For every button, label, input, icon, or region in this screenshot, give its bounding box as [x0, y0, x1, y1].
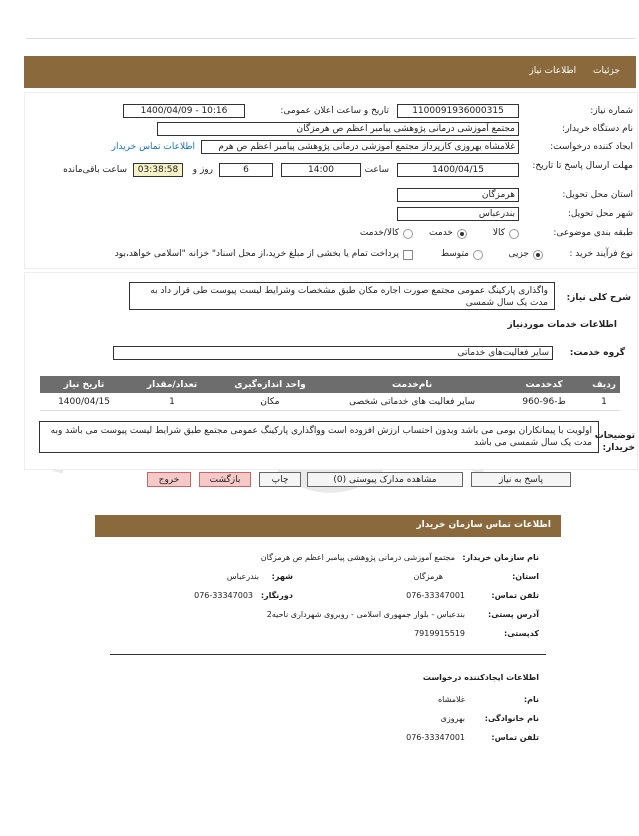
- cell-row: 1: [588, 393, 620, 411]
- category-option-goods: کالا: [492, 228, 505, 238]
- creator-phone-label: تلفن تماس:: [491, 733, 539, 742]
- cell-quantity: 1: [128, 393, 216, 411]
- tab-need-info[interactable]: اطلاعات نیاز: [529, 66, 577, 76]
- col-unit: واحد اندازه‌گیری: [216, 376, 324, 393]
- creator-first-name: غلامشاه: [437, 695, 465, 704]
- deadline-label: مهلت ارسال پاسخ تا تاریخ:: [532, 161, 633, 171]
- col-service-name: نام‌خدمت: [324, 376, 500, 393]
- service-group-field: سایر فعالیت‌های خدماتی: [113, 346, 553, 360]
- treasury-checkbox[interactable]: [403, 250, 413, 260]
- cell-service-name: سایر فعالیت های خدماتی شخصی: [324, 393, 500, 411]
- days-label: روز و: [192, 165, 213, 175]
- buyer-label: نام دستگاه خریدار:: [562, 124, 633, 134]
- table-header-row: [40, 376, 620, 393]
- summary-label: شرح کلی نیاز:: [566, 293, 631, 303]
- service-group-label: گروه خدمت:: [569, 348, 625, 358]
- cell-need-date: 1400/04/15: [40, 393, 128, 411]
- col-service-code: کدخدمت: [500, 376, 588, 393]
- col-need-date: تاریخ نیاز: [40, 376, 128, 393]
- purchase-type-label: نوع فرآیند خرید :: [569, 249, 633, 259]
- contact-divider: [110, 654, 546, 655]
- creator-last-name-label: نام خانوادگی:: [484, 714, 539, 723]
- contact-province: هرمزگان: [413, 572, 443, 581]
- days-field: 6: [219, 163, 273, 177]
- province-field: هرمزگان: [397, 188, 519, 202]
- need-number-field: 1100091936000315: [397, 104, 519, 118]
- creator-field: غلامشاه بهروزی کارپرداز مجتمع آموزشی درمانی پژوهشی پیامبر اعظم ص هرم: [201, 140, 519, 154]
- print-button[interactable]: چاپ: [259, 472, 301, 487]
- buyer-notes-field: اولویت با پیمانکاران بومی می باشد وبدون احتساب ارزش افزوده است وواگذاری پارکینگ عمومی مجتمع طبق شرایط لیست پیوست می باشد وبه مدت یک سال شمسی می باشد: [39, 421, 599, 453]
- table-row: [40, 393, 620, 411]
- remaining-label: ساعت باقی‌مانده: [63, 165, 127, 175]
- reply-button[interactable]: پاسخ به نیاز: [471, 472, 571, 487]
- contact-header: [95, 515, 561, 537]
- buyer-notes-label: توضیحات خریدار:: [594, 431, 635, 453]
- creator-last-name: بهروزی: [440, 714, 465, 723]
- need-number-label: شماره نیاز:: [590, 106, 633, 116]
- contact-city: بندرعباس: [226, 572, 259, 581]
- contact-buyer-name-label: نام سازمان خریدار:: [462, 553, 539, 562]
- category-radio-service[interactable]: [457, 229, 467, 239]
- category-option-service: خدمت: [429, 228, 453, 238]
- creator-first-name-label: نام:: [523, 695, 539, 704]
- contact-phone-label: تلفن تماس:: [491, 591, 539, 600]
- contact-postal: 7919915519: [414, 629, 465, 638]
- contact-title: اطلاعات تماس سازمان خریدار: [416, 520, 551, 530]
- treasury-note: پرداخت تمام یا بخشی از مبلغ خرید،از محل اسناد" خزانه "اسلامی خواهد،بود: [114, 249, 399, 259]
- city-label: شهر محل تحویل:: [567, 209, 633, 219]
- category-radio-goods[interactable]: [509, 229, 519, 239]
- category-radio-goods-service[interactable]: [403, 229, 413, 239]
- category-label: طبقه بندی موضوعی:: [553, 228, 633, 238]
- contact-address-label: آدرس پستی:: [488, 610, 539, 619]
- tab-details[interactable]: جزئیات: [593, 66, 620, 76]
- contact-phone: 076-33347001: [406, 591, 465, 600]
- contact-postal-label: کدپستی:: [504, 629, 539, 638]
- contact-address: بندعباس - بلوار جمهوری اسلامی - روبروی شهرداری ناحیه2: [266, 610, 465, 619]
- contact-fax: 076-33347003: [194, 591, 253, 600]
- announce-field: 1400/04/09 - 10:16: [123, 104, 245, 118]
- col-quantity: تعداد/مقدار: [128, 376, 216, 393]
- col-row: ردیف: [588, 376, 620, 393]
- attachments-button[interactable]: مشاهده مدارک پیوستی (0): [307, 472, 463, 487]
- contact-fax-label: دورنگار:: [260, 591, 293, 600]
- province-label: استان محل تحویل:: [562, 190, 633, 200]
- contact-buyer-name: مجتمع آموزشی درمانی پژوهشی پیامبر اعظم ص هرمزگان: [260, 553, 455, 562]
- buyer-contact-link[interactable]: اطلاعات تماس خریدار: [111, 142, 195, 152]
- contact-city-label: شهر:: [271, 572, 293, 581]
- page-header: [24, 56, 636, 88]
- cell-unit: مکان: [216, 393, 324, 411]
- top-divider: [26, 38, 636, 39]
- purchase-option-minor: جزیی: [508, 249, 529, 259]
- deadline-date-field: 1400/04/15: [397, 163, 519, 177]
- services-title: اطلاعات خدمات مورد‌نیاز: [507, 320, 617, 330]
- buyer-field: مجتمع آموزشی درمانی پژوهشی پیامبر اعظم ص هرمزگان: [157, 122, 519, 136]
- creator-phone: 076-33347001: [406, 733, 465, 742]
- exit-button[interactable]: خروج: [147, 472, 191, 487]
- services-table: [40, 376, 620, 411]
- purchase-option-medium: متوسط: [440, 249, 469, 259]
- deadline-time-label: ساعت: [364, 165, 389, 175]
- back-button[interactable]: بازگشت: [199, 472, 251, 487]
- cell-service-code: ط-96-960: [500, 393, 588, 411]
- city-field: بندرعباس: [397, 207, 519, 221]
- purchase-radio-minor[interactable]: [533, 250, 543, 260]
- need-info-panel: [24, 92, 638, 269]
- creator-label: ایجاد کننده درخواست:: [550, 142, 633, 152]
- creator-info-title: اطلاعات ایجاد‌کننده درخواست: [422, 673, 539, 682]
- remaining-time-field: 03:38:58: [133, 163, 183, 177]
- purchase-radio-medium[interactable]: [473, 250, 483, 260]
- category-option-goods-service: کالا/خدمت: [359, 228, 399, 238]
- announce-label: تاریخ و ساعت اعلان عمومی:: [280, 106, 389, 116]
- deadline-time-field: 14:00: [281, 163, 361, 177]
- contact-province-label: استان:: [512, 572, 539, 581]
- summary-field: واگذاری پارکینگ عمومی مجتمع صورت اجاره مکان طبق مشخصات وشرایط لیست پیوست طی قرار داد به مدت یک سال شمسی: [129, 282, 555, 310]
